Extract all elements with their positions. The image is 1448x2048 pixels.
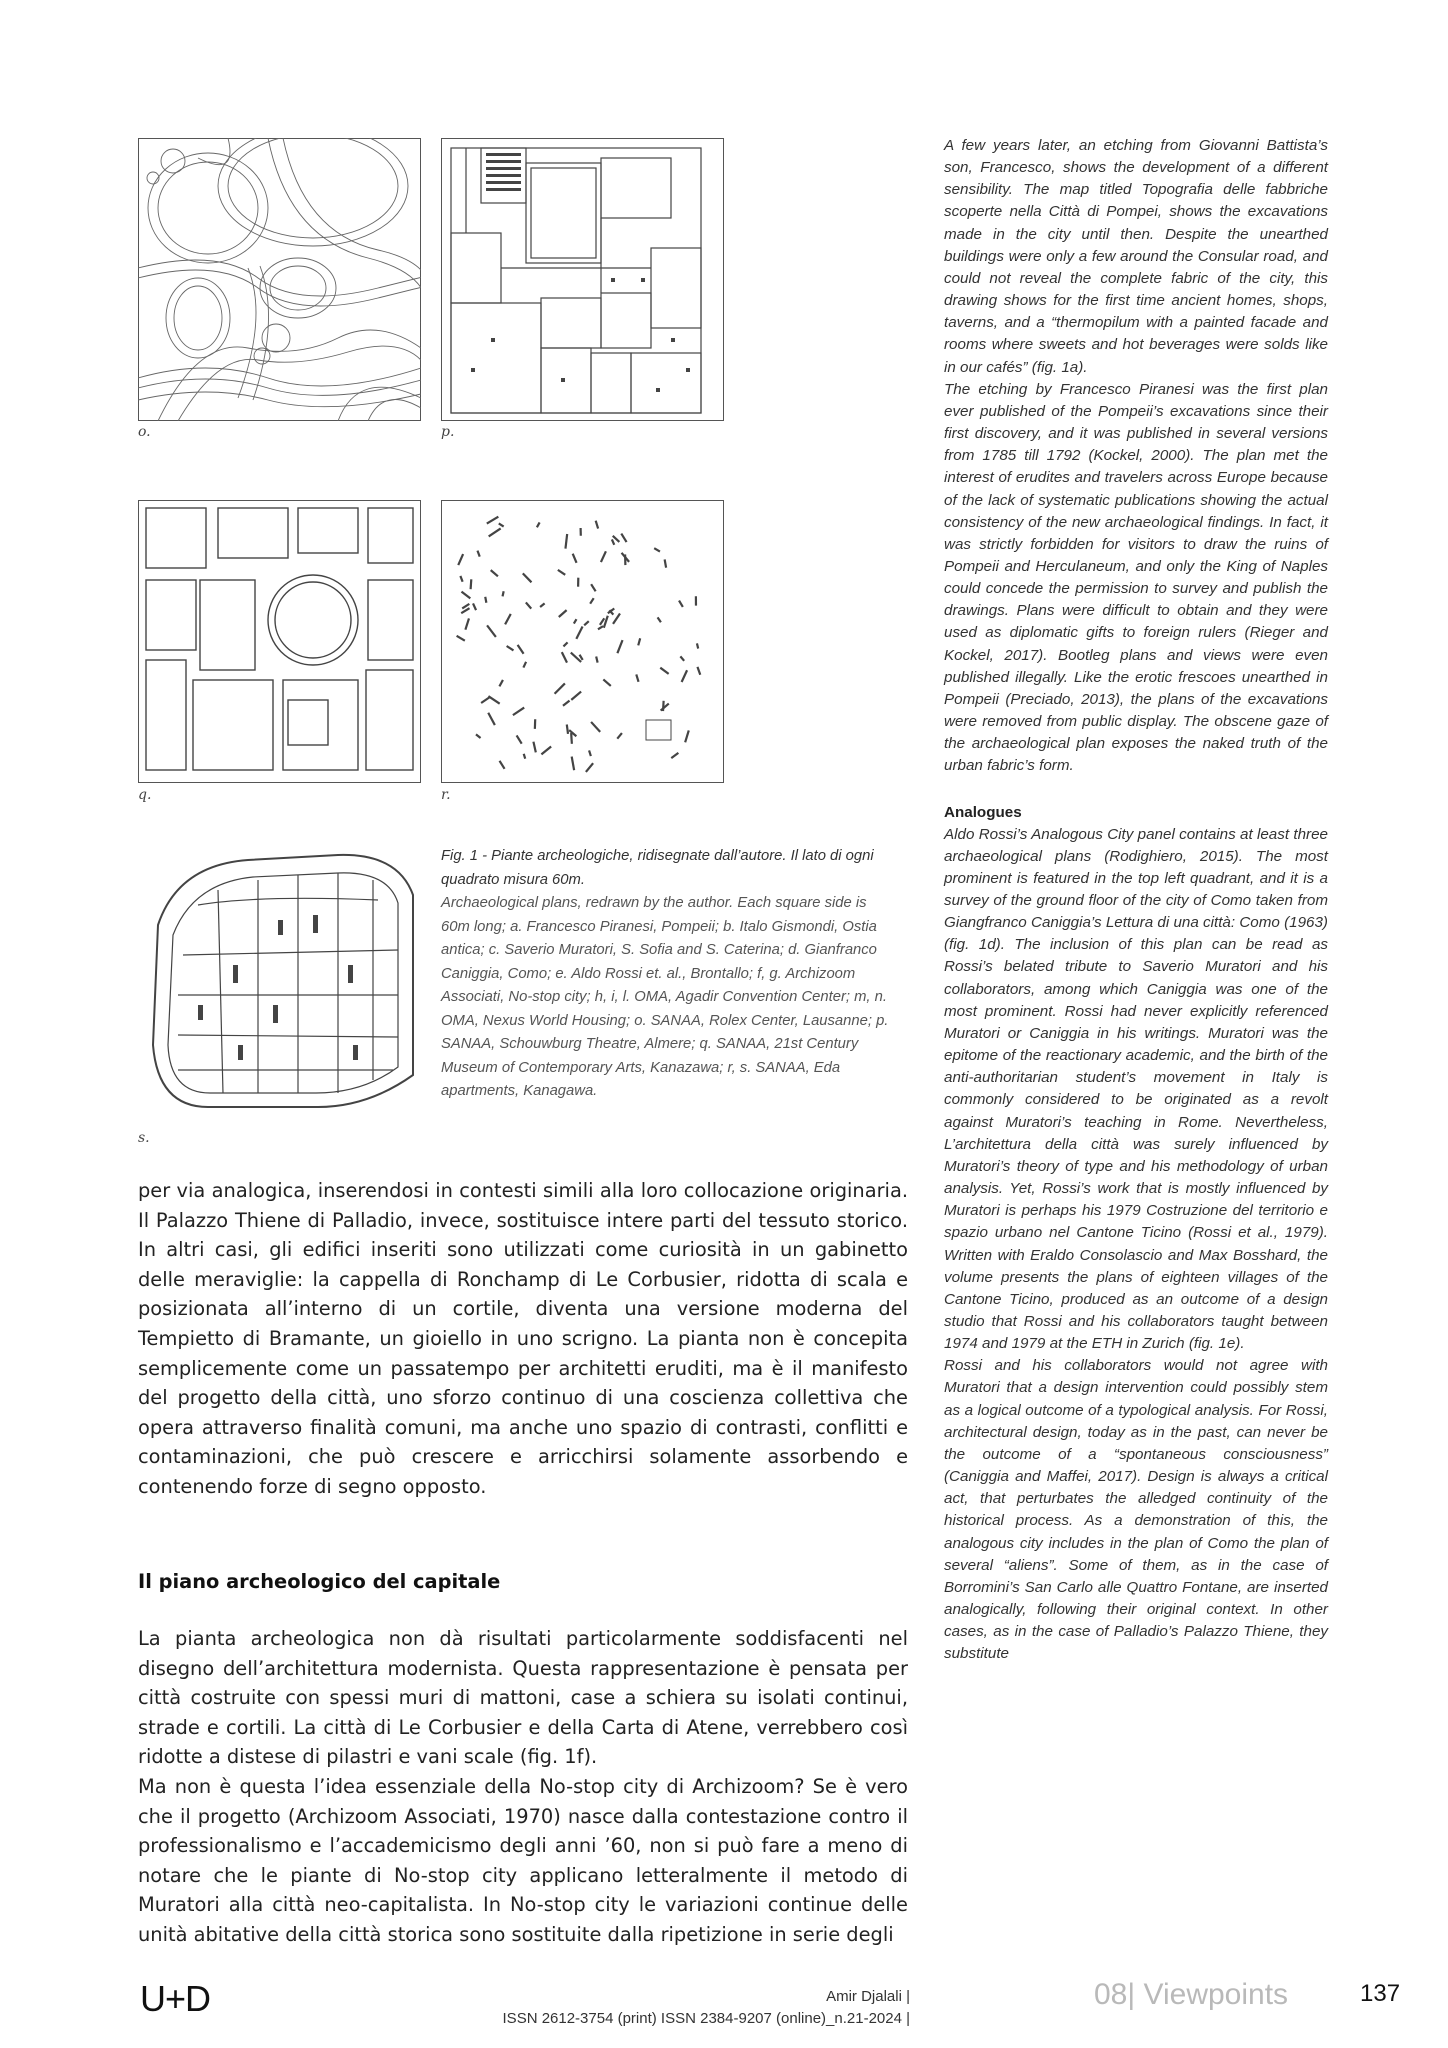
figure-caption-italian: Fig. 1 - Piante archeologiche, ridisegnate dall’autore. Il lato di ogni quadrato misura 60m. bbox=[441, 848, 874, 888]
footer-section: 08| Viewpoints bbox=[1094, 1978, 1289, 2011]
plan-o bbox=[138, 138, 421, 421]
figure-caption-english: Archaeological plans, redrawn by the author. Each square side is 60m long; a. Francesco Piranesi, Pompeii; b. Italo Gismondi, Ostia antica; c. Saverio Muratori, S. Sofia and S. Caterina; d. Gianfranco Caniggia, Como; e. Aldo Rossi et. al., Brontallo; f, g. Archizoom Associati, No-stop city; h, i, l. OMA, Agadir Convention Center; m, n. OMA, Nexus World Housing; o. SANAA, Rolex Center, Lausanne; p. SANAA, Schouwburg Theatre, Almere; q. SANAA, 21st Century Museum of Contemporary Arts, Kanazawa; r, s. SANAA, Eda apartments, Kanagawa. bbox=[441, 895, 889, 1099]
english-paragraph-2: The etching by Francesco Piranesi was the first plan ever published of the Pompeii’s excavations since their first discovery, and it was published in several versions from 1785 till 1792 (Kockel, 2000). The plan met the interest of erudites and travelers across Europe because of the lack of systematic publications showing the actual consistency of the new archaeological findings. In fact, it was strictly forbidden for visitors to draw the ruins of Pompeii and Herculaneum, and only the King of Naples could concede the permission to survey and publish the drawings. Plans were difficult to obtain and they were used as diplomatic gifts to foreign rulers (Rieger and Kockel, 2017). Bootleg plans and views were even published illegally. Like the erotic frescoes unearthed in Pompeii (Preciado, 2013), the plans of the excavations were removed from public display. The obscene gaze of the archaeological plan exposes the naked truth of the urban fabric’s form. bbox=[944, 380, 1328, 775]
section-heading: Il piano archeologico del capitale bbox=[138, 1570, 501, 1593]
plan-r-label: r. bbox=[441, 787, 451, 803]
journal-logo: U+D bbox=[140, 1978, 211, 2019]
figure-caption bbox=[441, 845, 896, 1104]
wall-segment bbox=[534, 719, 537, 729]
italian-paragraph-2: La pianta archeologica non dà risultati particolarmente soddisfacenti nel disegno dell’architettura modernista. Questa rappresentazione è pensata per città costruite con spessi muri di mattoni, case a schiera su isolati continui, strade e cortili. La città di Le Corbusier e della Carta di Atene, verrebbero così ridotte a distese di pilastri e vani scale (fig. 1f). bbox=[138, 1627, 908, 1769]
footer-citation bbox=[420, 1986, 910, 2030]
plan-r bbox=[441, 500, 724, 783]
english-column bbox=[944, 135, 1328, 1665]
plan-s-label: s. bbox=[138, 1130, 150, 1146]
plan-o-label: o. bbox=[138, 424, 151, 440]
plan-p bbox=[441, 138, 724, 421]
italian-paragraph-1: per via analogica, inserendosi in contesti simili alla loro collocazione originaria. Il Palazzo Thiene di Palladio, invece, sostituisce intere parti del tessuto storico. In altri casi, gli edifici inseriti sono utilizzati come curiosità in un gabinetto delle meraviglie: la cappella di Ronchamp di Le Corbusier, ridotta di scala e posizionata all’interno di un cortile, diventa una versione moderna del Tempietto di Bramante, un gioiello in uno scrigno. La pianta non è concepita semplicemente come un passatempo per architetti eruditi, ma è il manifesto del progetto della città, uno sforzo continuo di una coscienza collettiva che opera attraverso finalità comuni, ma anche uno spazio di contrasti, conflitti e contaminazioni, che può crescere e arricchirsi solamente assorbendo e contenendo forze di segno opposto. bbox=[138, 1179, 908, 1498]
analogues-heading: Analogues bbox=[944, 803, 1022, 821]
english-paragraph-4: Rossi and his collaborators would not agree with Muratori that a design intervention could possibly stem as a logical outcome of a typological analysis. For Rossi, architectural design, today as in the past, can never be the outcome of a “spontaneous consciousness” (Caniggia and Maffei, 2017). Design is always a critical act, that perturbates the alledged continuity of the historical process. As a demonstration of this, the analogous city includes in the plan of Como the plan of several “aliens”. Some of them, as in the case of Borromini’s San Carlo alle Quattro Fontane, are inserted analogically, following their original context. In other cases, as in the case of Palladio’s Palazzo Thiene, they substitute bbox=[944, 1357, 1328, 1663]
plan-p-label: p. bbox=[441, 424, 455, 440]
plan-q bbox=[138, 500, 421, 783]
plan-s bbox=[138, 845, 421, 1125]
english-paragraph-1: A few years later, an etching from Giovanni Battista’s son, Francesco, shows the development of a different sensibility. The map titled Topografia delle fabbriche scoperte nella Città di Pompei, shows the excavations made in the city until then. Despite the unearthed buildings were only a few around the Consular road, and could not reveal the complete fabric of the city, this drawing shows for the first time ancient homes, shops, taverns, and a “thermopilum with a painted facade and rooms where sweets and hot beverages were solds like in our cafés” (fig. 1a). bbox=[944, 137, 1328, 376]
english-paragraph-3: Aldo Rossi’s Analogous City panel contains at least three archaeological plans (Rodighiero, 2015). The most prominent is featured in the top left quadrant, and it is a survey of the ground floor of the city of Como taken from Giangfranco Caniggia’s Lettura di una città: Como (1963) (fig. 1d). The inclusion of this plan can be read as Rossi’s belated tribute to Saverio Muratori and his collaborators, among which Caniggia was one of the most prominent. Rossi had never explicitly referenced Muratori or Caniggia in his writings. Muratori was the epitome of the reactionary academic, and the birth of the anti-authoritarian student’s movement in Italy is commonly considered to be originated as a revolt against Muratori’s teaching in Rome. Nevertheless, L’architettura della città was surely influenced by Muratori’s theory of type and his methodology of urban analysis. Yet, Rossi’s work that is mostly influenced by Muratori is perhaps his 1979 Costruzione del territorio e spazio urbano nel Cantone Ticino (Rossi et al., 1979). Written with Eraldo Consolascio and Max Bosshard, the volume presents the plans of eighteen villages of the Cantone Ticino, produced as an outcome of a design studio that Rossi and his collaborators taught between 1974 and 1979 at the ETH in Zurich (fig. 1e). bbox=[944, 825, 1328, 1353]
wall-segment bbox=[580, 528, 582, 536]
plan-q-label: q. bbox=[138, 787, 152, 803]
wall-segment bbox=[577, 578, 579, 587]
page-number: 137 bbox=[1360, 1980, 1401, 2007]
main-text-block-2 bbox=[138, 1624, 908, 1950]
wall-segment bbox=[695, 596, 697, 605]
main-text-block-1 bbox=[138, 1176, 908, 1502]
italian-paragraph-3: Ma non è questa l’idea essenziale della No-stop city di Archizoom? Se è vero che il progetto (Archizoom Associati, 1970) nasce dalla contestazione contro il professionalismo e l’accademicismo degli anni ’60, non si può fare a meno di notare che le piante di No-stop city applicano letteralmente il metodo di Muratori alla città neo-capitalista. In No-stop city le variazioni continue delle unità abitative della città storica sono sostituite dalla ripetizione in serie degli bbox=[138, 1774, 908, 1946]
footer-author: Amir Djalali | bbox=[826, 1988, 910, 2005]
footer-issn: ISSN 2612-3754 (print) ISSN 2384-9207 (online)_n.21-2024 | bbox=[502, 2010, 910, 2027]
